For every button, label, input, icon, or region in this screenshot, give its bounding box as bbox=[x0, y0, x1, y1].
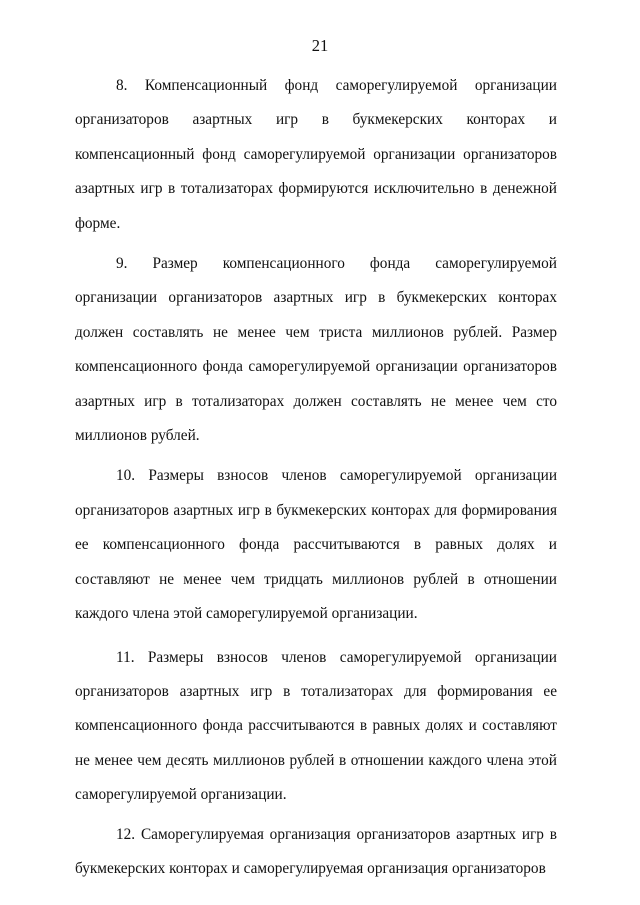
paragraph-11: 11. Размеры взносов членов саморегулируемой организации организаторов азартных игр в тотализаторах для формирования ее компенсационного фонда рассчитываются в равных долях и составляют не менее чем десять миллионов рублей в отношении каждого члена этой саморегулируемой организации. bbox=[75, 648, 557, 804]
paragraph-10: 10. Размеры взносов членов саморегулируемой организации организаторов азартных игр в букмекерских конторах для формирования ее компенсационного фонда рассчитываются в равных долях и составляют не менее чем тридцать миллионов рублей в отношении каждого члена этой саморегулируемой организации. bbox=[75, 467, 557, 623]
paragraph-9: 9. Размер компенсационного фонда саморегулируемой организации организаторов азартных игр в букмекерских конторах должен составлять не менее чем триста миллионов рублей. Размер компенсационного фонда саморегулируемой организации организаторов азартных игр в тотализаторах должен составлять не менее чем сто миллионов рублей. bbox=[75, 255, 557, 445]
paragraph-12: 12. Саморегулируемая организация организаторов азартных игр в букмекерских конторах и саморегулируемая организация организаторов bbox=[75, 825, 557, 877]
paragraph-8: 8. Компенсационный фонд саморегулируемой организации организаторов азартных игр в букмекерских конторах и компенсационный фонд саморегулируемой организации организаторов азартных игр в тотализаторах формируются исключительно в денежной форме. bbox=[75, 77, 557, 232]
document-body bbox=[75, 69, 557, 886]
page-number: 21 bbox=[311, 36, 329, 55]
